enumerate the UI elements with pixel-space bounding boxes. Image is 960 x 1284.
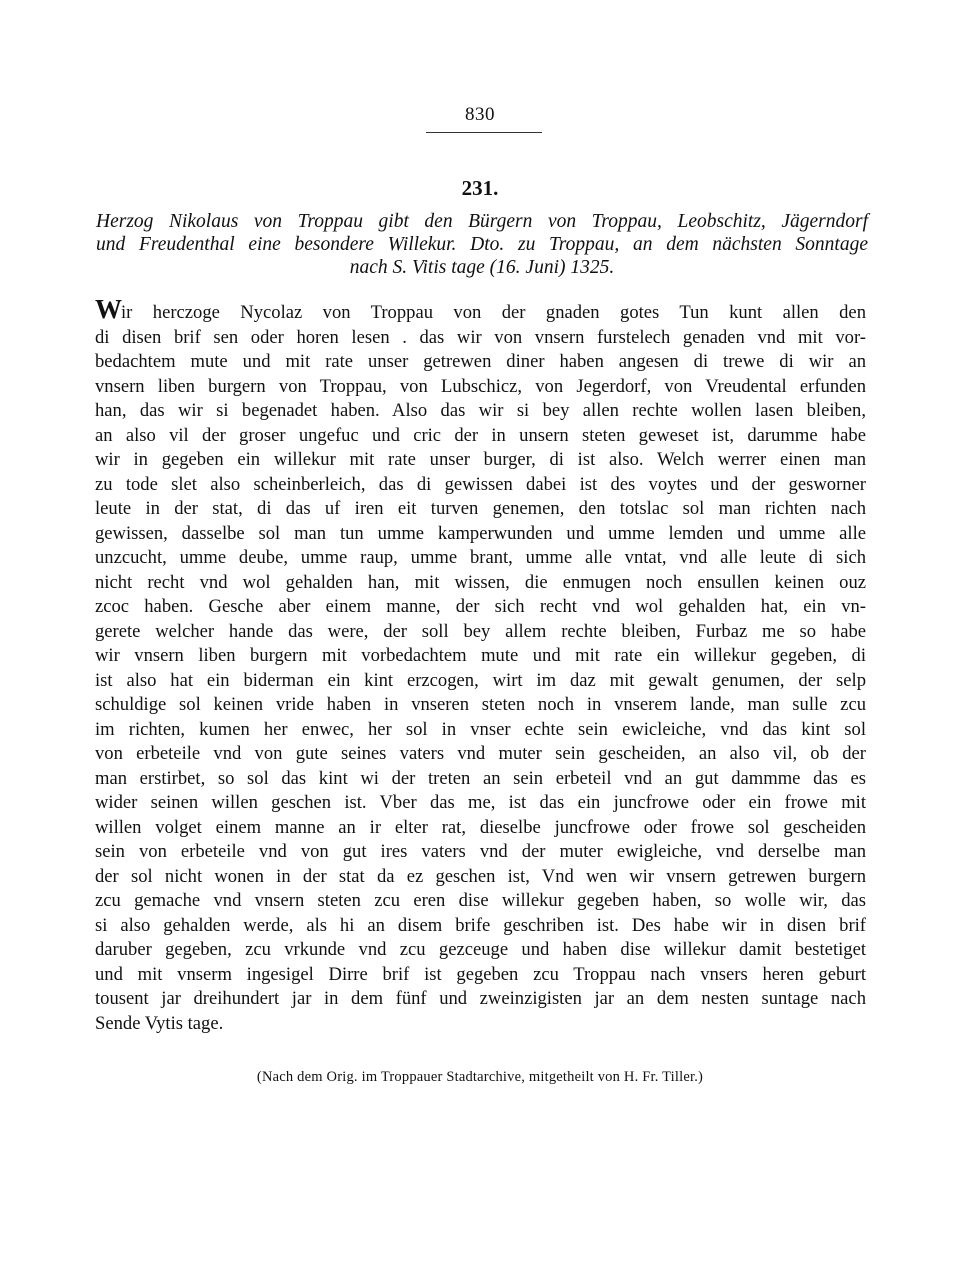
body-line: im richten, kumen her enwec, her sol in vnser echte sein ewicleiche, vnd das kint sol	[95, 718, 866, 740]
body-line: schuldige sol keinen vride haben in vnseren steten noch in vnserem lande, man sulle zcu	[95, 694, 866, 715]
body-line: wider seinen willen geschen ist. Vber das me, ist das ein juncfrowe oder ein frowe mit	[95, 792, 866, 813]
body-line: leute in der stat, di das uf iren eit turven genemen, den totslac sol man richten nach	[95, 498, 866, 519]
body-line: man erstirbet, so sol das kint wi der treten an sein erbeteil vnd an gut dammme das es	[95, 767, 866, 789]
body-line: si also gehalden werde, als hi an disem brife geschriben ist. Des habe wir in disen brif	[95, 914, 866, 936]
body-line: wir vnsern liben burgern mit vorbedachtem mute und mit rate ein willekur gegeben, di	[95, 645, 866, 666]
body-line: zu tode slet also scheinberleich, das di gewissen dabei ist des voytes und der gesworner	[95, 473, 866, 495]
heading-line: nach S. Vitis tage (16. Juni) 1325.	[349, 257, 615, 278]
body-line: di disen brif sen oder horen lesen . das wir von vnsern furstelech genaden vnd mit vor-	[95, 326, 866, 348]
body-line: nicht recht vnd wol gehalden han, mit wissen, die enmugen noch ensullen keinen ouz	[95, 571, 866, 593]
body-line: gewissen, dasselbe sol man tun umme kamperwunden und umme lemden und umme alle	[95, 522, 866, 544]
body-line: zcoc haben. Gesche aber einem manne, der sich recht vnd wol gehalden hat, ein vn-	[95, 596, 866, 617]
body-line: vnsern liben burgern von Troppau, von Lubschicz, von Jegerdorf, von Vreudental erfunden	[95, 375, 866, 397]
body-line: tousent jar dreihundert jar in dem fünf und zweinzigisten jar an dem nesten suntage nach	[95, 988, 866, 1009]
document-body	[95, 294, 866, 1036]
initial-letter: W	[95, 294, 121, 324]
body-line: willen volget einem manne an ir elter rat, dieselbe juncfrowe oder frowe sol gescheiden	[95, 816, 866, 838]
body-line-first-text: ir herczoge Nycolaz von Troppau von der gnaden gotes Tun kunt allen den	[121, 302, 866, 323]
body-line: von erbeteile vnd von gute seines vaters vnd muter sein gescheiden, an also vil, ob der	[95, 743, 866, 764]
body-line: wir in gegeben ein willekur mit rate unser burger, di ist also. Welch werrer einen man	[95, 449, 866, 470]
body-line: der sol nicht wonen in der stat da ez geschen ist, Vnd wen wir vnsern getrewen burgern	[95, 865, 866, 887]
heading-line: Herzog Nikolaus von Troppau gibt den Bürgern von Troppau, Leobschitz, Jägerndorf	[96, 211, 868, 232]
body-line: bedachtem mute und mit rate unser getrewen diner haben angesen di trewe di wir an	[95, 351, 866, 372]
body-line: an also vil der groser ungefuc und cric der in unsern steten geweset ist, darumme habe	[95, 424, 866, 446]
body-line-last: Sende Vytis tage.	[95, 1012, 224, 1034]
heading-line: und Freudenthal eine besondere Willekur. Dto. zu Troppau, an dem nächsten Sonntage	[96, 234, 868, 255]
document-heading	[96, 210, 868, 279]
page-number-rule	[426, 132, 542, 133]
body-line: unzcucht, umme deube, umme raup, umme brant, umme alle vntat, vnd alle leute di sich	[95, 547, 866, 568]
body-line: gerete welcher hande das were, der soll bey allem rechte bleiben, Furbaz me so habe	[95, 620, 866, 642]
body-line: han, das wir si begenadet haben. Also das wir si bey allen rechte wollen lasen bleiben,	[95, 400, 866, 421]
source-note: (Nach dem Orig. im Troppauer Stadtarchive, mitgetheilt von H. Fr. Tiller.)	[256, 1069, 704, 1085]
body-line: sein von erbeteile vnd von gut ires vaters vnd der muter ewigleiche, vnd derselbe man	[95, 841, 866, 862]
body-line: zcu gemache vnd vnsern steten zcu eren dise willekur gegeben haben, so wolle wir, das	[95, 890, 866, 911]
body-line: und mit vnserm ingesigel Dirre brif ist gegeben zcu Troppau nach vnsers heren geburt	[95, 963, 866, 985]
body-line: ist also hat ein biderman ein kint erzcogen, wirt im daz mit gewalt genumen, der selp	[95, 669, 866, 691]
document-number: 231.	[461, 176, 499, 200]
page-number: 830	[465, 104, 495, 125]
body-line-first	[95, 294, 866, 326]
body-line: daruber gegeben, zcu vrkunde vnd zcu gezceuge und haben dise willekur damit bestetiget	[95, 939, 866, 960]
